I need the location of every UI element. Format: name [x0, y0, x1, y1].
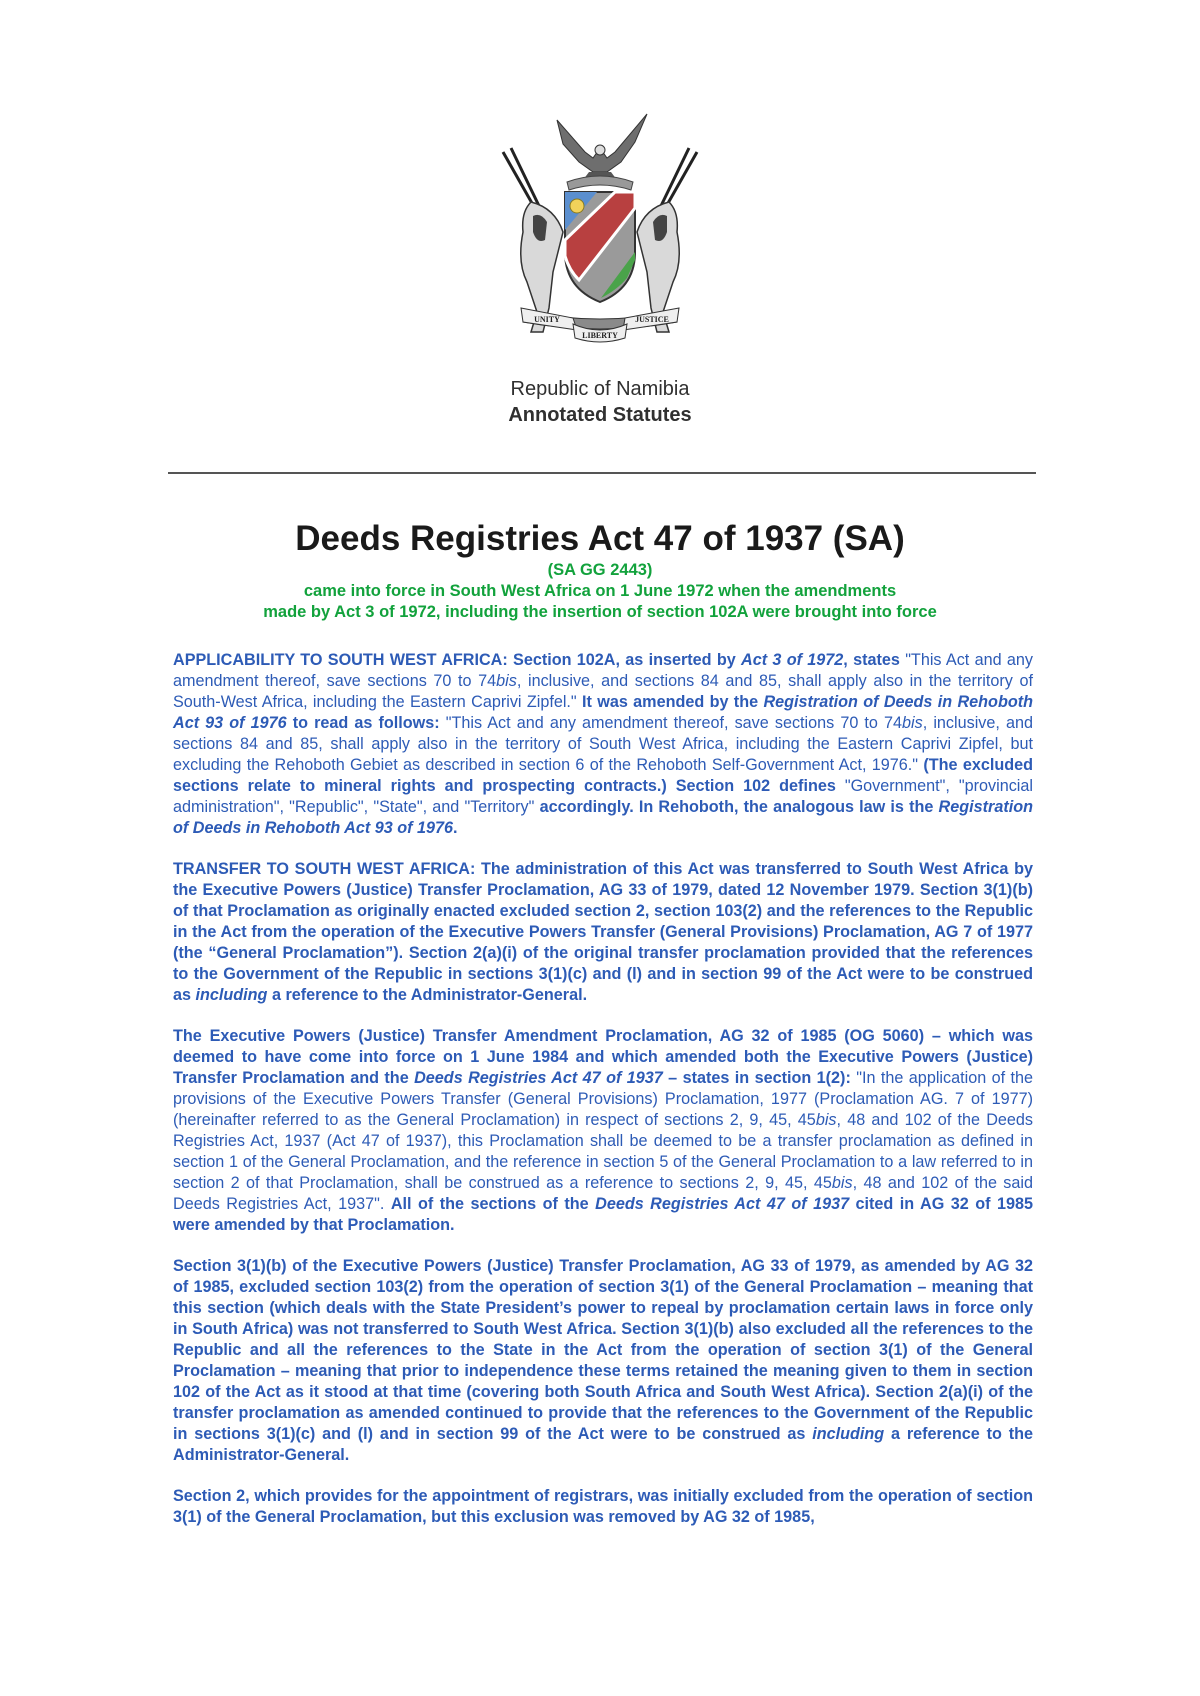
act-reference: Deeds Registries Act 47 of 1937: [595, 1195, 850, 1213]
commencement-line-1: came into force in South West Africa on 1 June 1972 when the amendments: [303, 582, 897, 600]
text-run: cited in AG 32 of 1985 were amended by that Proclamation.: [173, 1195, 1033, 1234]
text-run: Section 2, which provides for the appointment of registrars, was initially excluded from the operation of section 3(1) of the General Proclamation, but this exclusion was removed by AG 32 of 1985,: [173, 1487, 1033, 1526]
italic-term: bis: [902, 714, 923, 732]
quoted-text: , 48 and 102 of the Deeds Registries Act, 1937 (Act 47 of 1937), this Proclamation shall be deemed to be a transfer proclamation as defined in section 1 of the General Proclamation, and the reference in section 5 of the General Proclamation to a law referred to in section 2 of that Proclamation, shall be construed as a reference to sections 2, 9, 45, 45: [173, 1111, 1033, 1192]
text-run: APPLICABILITY TO SOUTH WEST AFRICA: Section 102A, as inserted by: [173, 651, 742, 669]
left-oryx-icon: [503, 148, 563, 332]
text-run: TRANSFER TO SOUTH WEST AFRICA: The administration of this Act was transferred to South West Africa by the Executive Powers (Justice) Transfer Proclamation, AG 33 of 1979, dated 12 November 1979. Section 3(1)(b) of that Proclamation as originally enacted excluded section 2, section 103(2) and the references to the Republic in the Act from the operation of the Executive Powers Transfer (General Provisions) Proclamation, AG 7 of 1977 (the “General Proclamation”). Section 2(a)(i) of the original transfer proclamation provided that the references to the Government of the Republic in sections 3(1)(c) and (l) and in section 99 of the Act were to be construed as: [173, 860, 1033, 1004]
text-run: accordingly. In Rehoboth, the analogous law is the: [534, 798, 939, 816]
quoted-text: "Government", "provincial administration", "Republic", "State", and "Territory": [173, 777, 1033, 816]
text-run: – states in section 1(2):: [662, 1069, 857, 1087]
text-run: .: [453, 819, 458, 837]
text-run: All of the sections of the: [390, 1195, 596, 1213]
paragraph-applicability: [173, 650, 1033, 839]
text-run: (The excluded sections relate to mineral rights and prospecting contracts.) Section 102 defines: [173, 756, 1033, 795]
act-title: Deeds Registries Act 47 of 1937 (SA): [295, 519, 905, 558]
act-reference: Registration of Deeds in Rehoboth Act 93 of 1976: [173, 693, 1034, 732]
country-name: Republic of Namibia: [510, 378, 690, 400]
quoted-text: "This Act and any amendment thereof, save sections 70 to 74: [445, 714, 903, 732]
italic-term: bis: [496, 672, 517, 690]
quoted-text: , 48 and 102 of the said Deeds Registries Act, 1937".: [173, 1174, 1034, 1213]
italic-term: bis: [831, 1174, 853, 1192]
shield-icon: [565, 192, 635, 302]
act-reference: Deeds Registries Act 47 of 1937: [414, 1069, 663, 1087]
paragraph-transfer: [173, 859, 1033, 1006]
motto-justice: JUSTICE: [635, 315, 669, 324]
right-oryx-icon: [637, 148, 697, 332]
act-reference: Registration of Deeds in Rehoboth Act 93 of 1976: [173, 798, 1033, 837]
text-run: The Executive Powers (Justice) Transfer Amendment Proclamation, AG 32 of 1985 (OG 5060) – which was deemed to have come into force on 1 June 1984 and which amended both the Executive Powers (Justice) Transfer Proclamation and the: [173, 1027, 1033, 1087]
paragraph-section-2: [173, 1486, 1033, 1528]
series-name: Annotated Statutes: [508, 404, 692, 426]
quoted-text: , inclusive, and sections 84 and 85, shall apply also in the territory of South West Africa, including the Eastern Caprivi Zipfel, but excluding the Rehoboth Gebiet as described in section 6 of the Rehoboth Self-Government Act, 1976.": [173, 714, 1033, 774]
act-reference: Act 3 of 1972: [741, 651, 844, 669]
paragraph-section-3: [173, 1256, 1033, 1466]
header-divider: [168, 472, 1036, 474]
quoted-text: "This Act and any amendment thereof, save sections 70 to 74: [173, 651, 1033, 690]
italic-term: bis: [815, 1111, 837, 1129]
italic-term: including: [195, 986, 268, 1004]
text-run: a reference to the Administrator-General.: [267, 986, 588, 1004]
commencement-note: [0, 560, 1200, 623]
text-run: Section 3(1)(b) of the Executive Powers (Justice) Transfer Proclamation, AG 33 of 1979, as amended by AG 32 of 1985, excluded section 103(2) from the operation of section 3(1) of the General Proclamation – meaning that this section (which deals with the State President’s power to repeal by proclamation certain laws in force only in South Africa) was not transferred to South West Africa. Section 3(1)(b) also excluded all the references to the Republic and all the references to the State in the Act from the operation of section 3(1) of the General Proclamation – meaning that prior to independence these terms retained the meaning given to them in section 102 of the Act as it stood at that time (covering both South Africa and South West Africa). Section 2(a)(i) of the transfer proclamation as amended continued to provide that the references to the Government of the Republic in sections 3(1)(c) and (l) and in section 99 of the Act were to be construed as: [173, 1257, 1033, 1443]
header-block: [0, 376, 1200, 428]
italic-term: including: [812, 1425, 885, 1443]
text-run: a reference to the Administrator-General.: [173, 1425, 1033, 1464]
paragraph-amendment-proclamation: [173, 1026, 1033, 1236]
text-run: , states: [843, 651, 906, 669]
gazette-reference: (SA GG 2443): [547, 561, 653, 579]
annotation-body: [173, 650, 1033, 1548]
text-run: to read as follows:: [286, 714, 446, 732]
eagle-icon: [557, 114, 647, 180]
quoted-text: , inclusive, and sections 84 and 85, shall apply also in the territory of South-West Africa, including the Eastern Caprivi Zipfel.": [173, 672, 1033, 711]
motto-liberty: LIBERTY: [582, 331, 618, 340]
motto-unity: UNITY: [534, 315, 560, 324]
commencement-line-2: made by Act 3 of 1972, including the insertion of section 102A were brought into force: [263, 603, 937, 621]
text-run: It was amended by the: [582, 693, 764, 711]
coat-of-arms-image: [497, 112, 703, 348]
quoted-text: "In the application of the provisions of the Executive Powers Transfer (General Provisions) Proclamation, 1977 (Proclamation AG. 7 of 1977) (hereinafter referred to as the General Proclamation) in respect of sections 2, 9, 45, 45: [173, 1069, 1034, 1129]
